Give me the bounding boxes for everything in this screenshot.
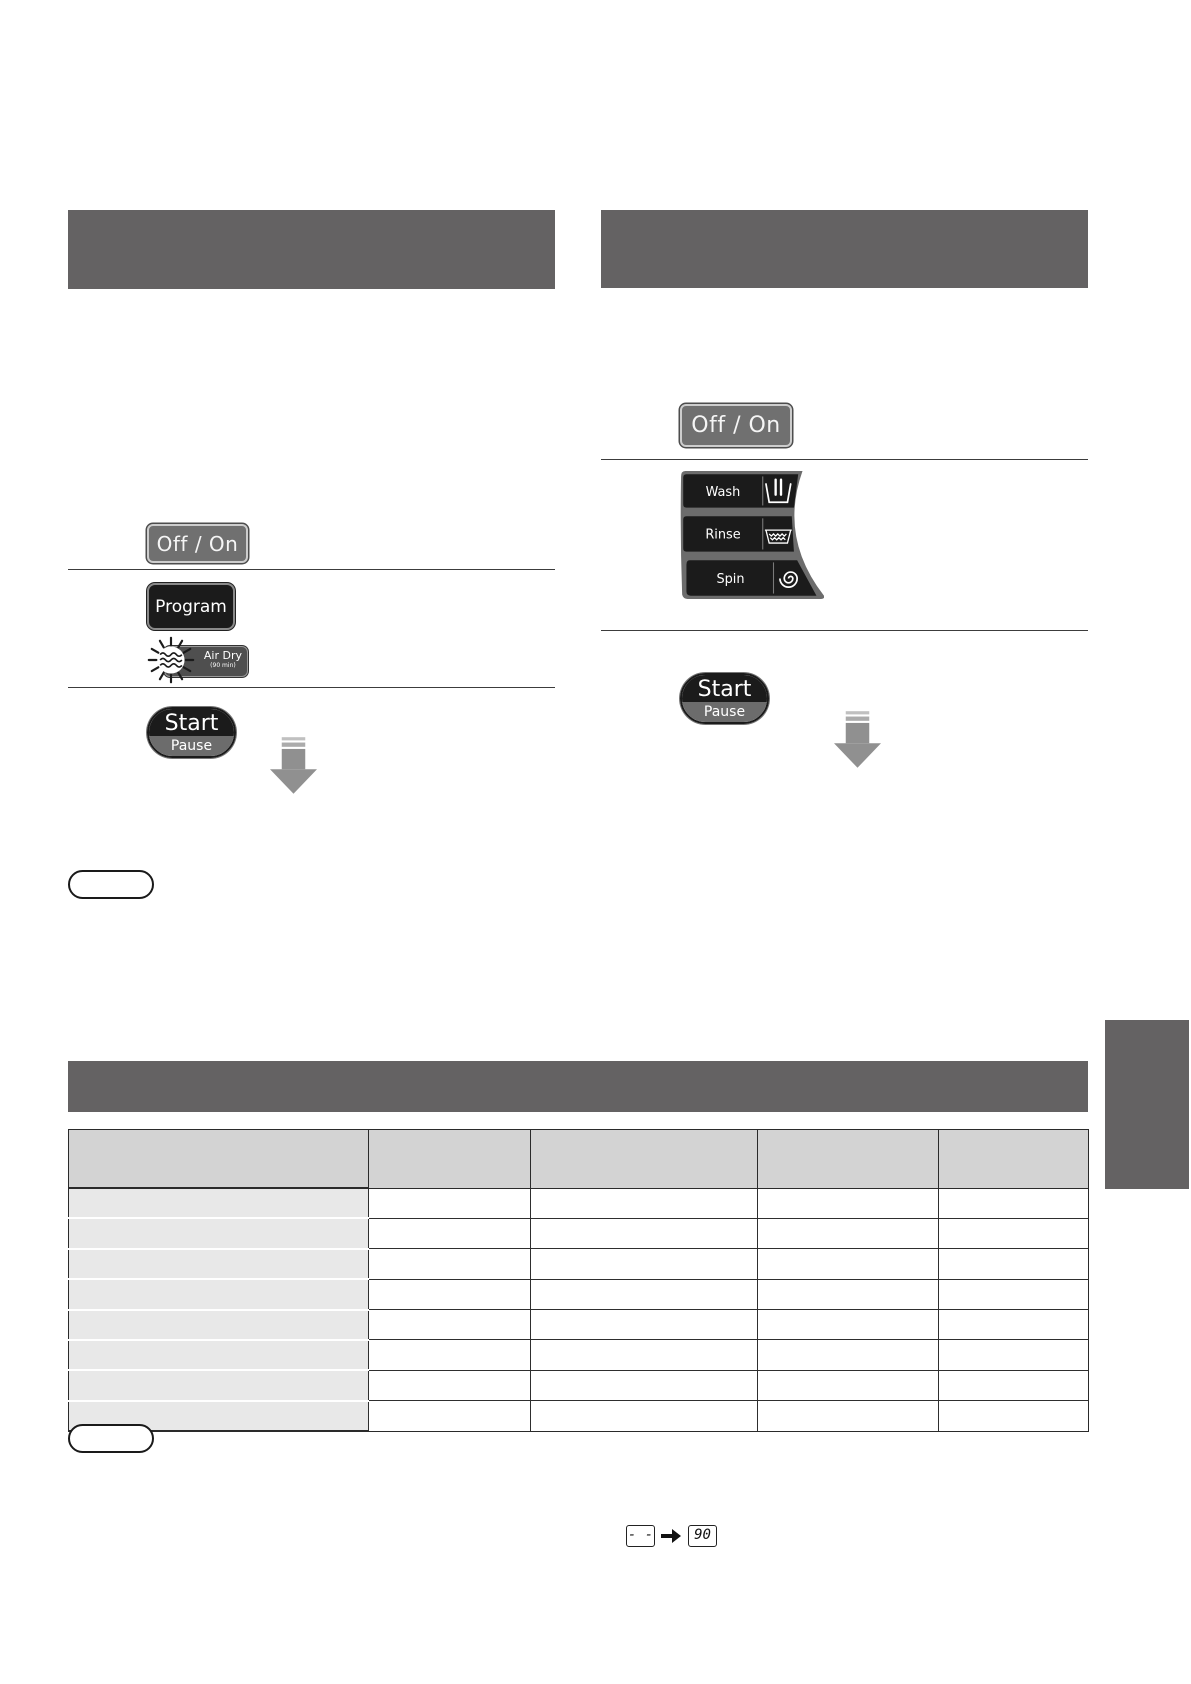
table-row: [69, 1249, 1089, 1279]
table-cell: [939, 1370, 1089, 1400]
table-cell: [531, 1188, 758, 1218]
table-cell: [369, 1218, 531, 1248]
table-row: [69, 1188, 1089, 1218]
blinking-light-icon: [145, 636, 197, 684]
table-cell: [939, 1279, 1089, 1309]
table-header-cell: [69, 1130, 369, 1189]
air-dry-duration: (90 min): [210, 662, 236, 669]
table-cell: [531, 1340, 758, 1370]
table-header-cell: [531, 1130, 758, 1189]
table-cell: [369, 1188, 531, 1218]
off-on-button-label: Off / On: [691, 413, 781, 438]
table-cell: [531, 1370, 758, 1400]
table-header-row: [69, 1130, 1089, 1189]
table-header-cell: [939, 1130, 1089, 1189]
table-header-cell: [758, 1130, 939, 1189]
step-divider: [601, 459, 1088, 460]
table-section-header: [68, 1061, 1088, 1112]
note-badge: [68, 870, 154, 899]
chapter-side-tab: [1105, 1020, 1189, 1189]
table-cell: [939, 1401, 1089, 1431]
start-label: Start: [149, 709, 234, 736]
table-cell: [758, 1340, 939, 1370]
table-cell: [369, 1249, 531, 1279]
start-label: Start: [682, 675, 767, 702]
right-section-header: [601, 210, 1088, 288]
table-row: [69, 1310, 1089, 1340]
table-cell: [531, 1401, 758, 1431]
arrow-down-icon: [834, 711, 881, 768]
start-pause-button: [147, 707, 236, 758]
arrow-down-icon: [270, 737, 317, 794]
table-row-label-cell: [69, 1218, 369, 1248]
table-row: [69, 1279, 1089, 1309]
table-cell: [369, 1340, 531, 1370]
table-cell: [939, 1218, 1089, 1248]
table-row: [69, 1340, 1089, 1370]
step-divider: [68, 687, 555, 688]
step-divider: [68, 569, 555, 570]
table-cell: [531, 1279, 758, 1309]
off-on-button-label: Off / On: [156, 531, 239, 556]
table-row: [69, 1370, 1089, 1400]
process-button-panel: [680, 471, 824, 599]
off-on-button: [680, 404, 792, 447]
table-cell: [758, 1188, 939, 1218]
table-cell: [758, 1249, 939, 1279]
table-cell: [758, 1310, 939, 1340]
step-divider: [601, 630, 1088, 631]
spin-button: [686, 560, 816, 595]
table-cell: [531, 1310, 758, 1340]
table-row: [69, 1401, 1089, 1431]
note-badge: [68, 1424, 154, 1453]
table-cell: [939, 1310, 1089, 1340]
arrow-right-icon: [661, 1529, 681, 1543]
spec-table-body: [69, 1188, 1089, 1431]
table-cell: [758, 1218, 939, 1248]
table-cell: [369, 1279, 531, 1309]
table-cell: [758, 1401, 939, 1431]
table-row-label-cell: [69, 1279, 369, 1309]
table-cell: [758, 1279, 939, 1309]
display-before-value: - -: [627, 1527, 654, 1543]
table-cell: [369, 1370, 531, 1400]
table-row-label-cell: [69, 1188, 369, 1218]
program-button-label: Program: [155, 596, 227, 617]
rinse-button: [683, 516, 794, 551]
table-row-label-cell: [69, 1340, 369, 1370]
table-row-label-cell: [69, 1370, 369, 1400]
program-button: [147, 583, 235, 630]
display-after: [688, 1525, 717, 1547]
table-cell: [758, 1370, 939, 1400]
table-row-label-cell: [69, 1249, 369, 1279]
rinse-button-label: Rinse: [705, 527, 741, 543]
pause-label: Pause: [682, 702, 767, 722]
spin-button-label: Spin: [716, 571, 745, 587]
air-dry-text: [204, 650, 242, 669]
table-cell: [939, 1249, 1089, 1279]
off-on-button: [147, 524, 248, 563]
spec-table: [68, 1129, 1089, 1432]
table-header-cell: [369, 1130, 531, 1189]
table-cell: [369, 1401, 531, 1431]
table-cell: [369, 1310, 531, 1340]
air-dry-label: Air Dry: [203, 649, 242, 662]
table-cell: [939, 1340, 1089, 1370]
wash-button-label: Wash: [705, 484, 741, 500]
wash-button: [683, 474, 798, 507]
display-after-value: 90: [694, 1527, 711, 1543]
display-before: [626, 1525, 655, 1547]
table-cell: [531, 1218, 758, 1248]
table-cell: [531, 1249, 758, 1279]
table-row-label-cell: [69, 1310, 369, 1340]
pause-label: Pause: [149, 736, 234, 756]
start-pause-button: [680, 673, 769, 724]
table-row: [69, 1218, 1089, 1248]
left-section-header: [68, 210, 555, 289]
table-cell: [939, 1188, 1089, 1218]
